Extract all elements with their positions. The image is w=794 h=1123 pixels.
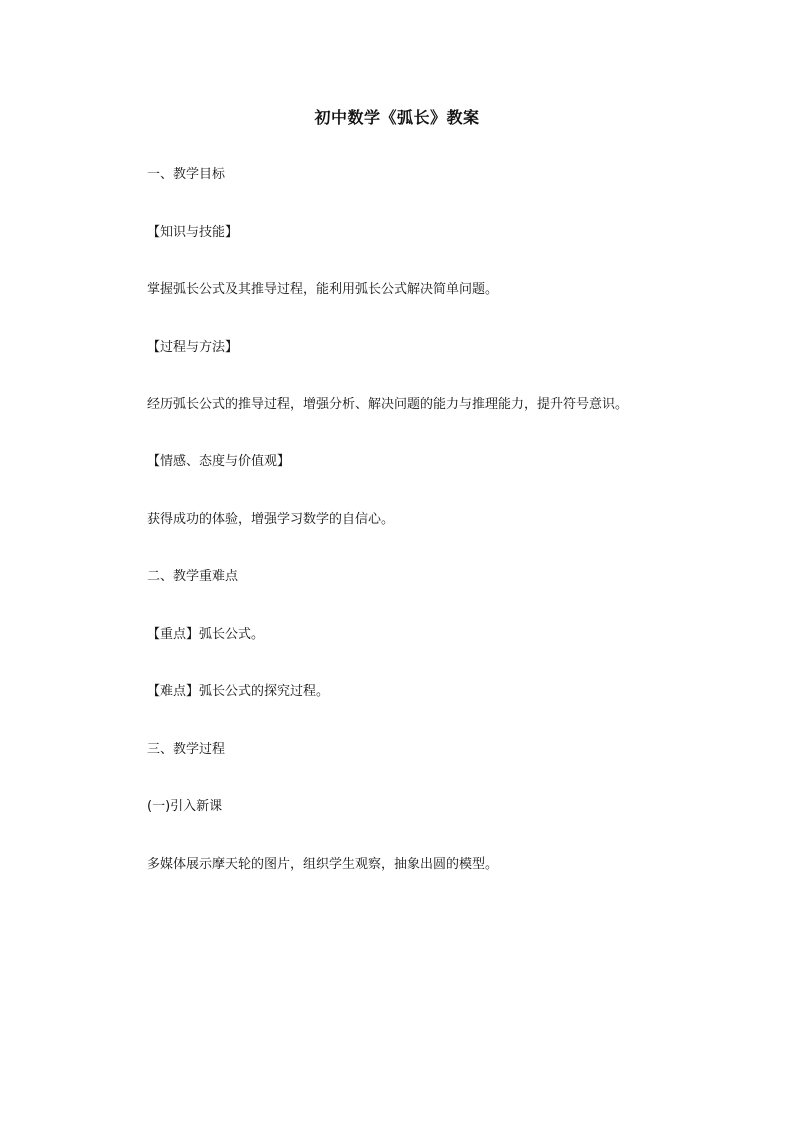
document-title: 初中数学《弧长》教案	[314, 108, 480, 127]
subheading-introduce-lesson: (一)引入新课	[147, 799, 223, 814]
paragraph-process-methods: 经历弧长公式的推导过程，增强分析、解决问题的能力与推理能力，提升符号意识。	[147, 397, 629, 412]
paragraph-key-point: 【重点】弧长公式。	[147, 627, 265, 642]
subheading-knowledge-skills: 【知识与技能】	[147, 225, 239, 240]
paragraph-knowledge-skills: 掌握弧长公式及其推导过程，能利用弧长公式解决简单问题。	[147, 282, 499, 297]
paragraph-difficult-point: 【难点】弧长公式的探究过程。	[147, 684, 330, 699]
paragraph-emotion-attitude-values: 获得成功的体验，增强学习数学的自信心。	[147, 512, 395, 527]
paragraph-introduce-lesson: 多媒体展示摩天轮的图片，组织学生观察，抽象出圆的模型。	[147, 857, 499, 872]
section-heading-objectives: 一、教学目标	[147, 167, 226, 182]
section-heading-key-difficult-points: 二、教学重难点	[147, 569, 239, 584]
section-heading-teaching-process: 三、教学过程	[147, 742, 226, 757]
subheading-process-methods: 【过程与方法】	[147, 340, 239, 355]
subheading-emotion-attitude-values: 【情感、态度与价值观】	[147, 454, 291, 469]
